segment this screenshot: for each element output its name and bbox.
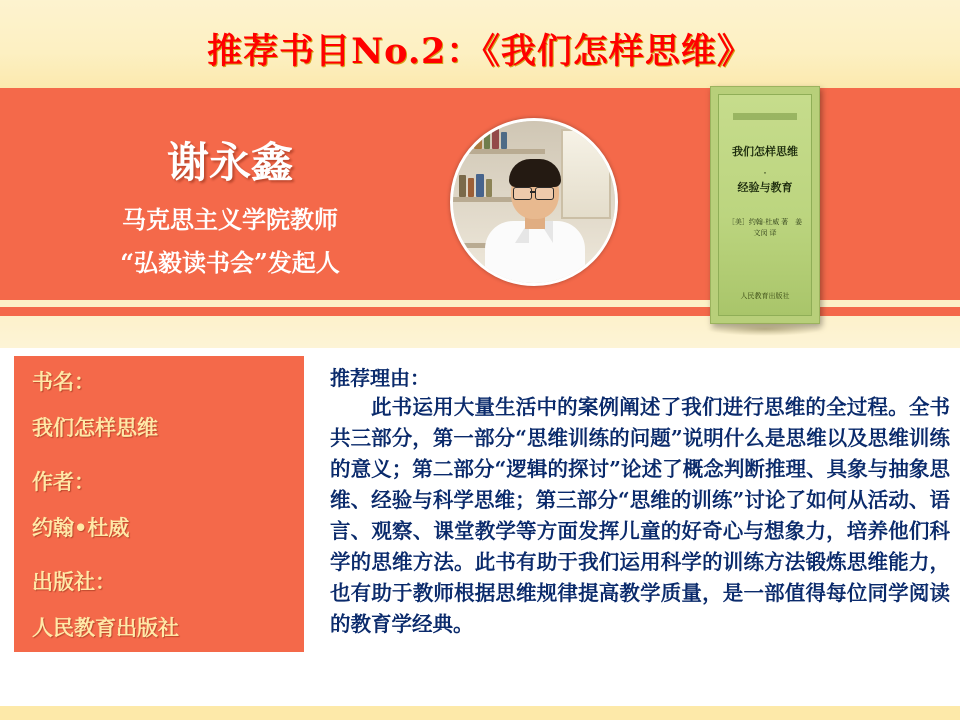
speaker-role-primary: 马克思主义学院教师	[122, 205, 338, 234]
label-book-title: 书名：	[32, 369, 95, 394]
shelf-book	[468, 178, 474, 197]
value-book-title: 我们怎样思维	[32, 415, 158, 440]
book-cover-image	[710, 86, 820, 324]
speaker-role-secondary: “弘毅读书会”发起人	[120, 248, 340, 277]
portrait-hair	[509, 159, 561, 187]
shelf-book	[486, 179, 492, 197]
shelf-book	[501, 132, 507, 149]
bookshelf-board	[453, 149, 545, 154]
book-info-box	[14, 356, 304, 652]
portrait-shirt	[485, 221, 585, 283]
recommendation-heading: 推荐理由：	[330, 366, 430, 390]
shelf-book	[466, 130, 472, 149]
glasses-icon	[513, 187, 532, 200]
shelf-book	[457, 127, 464, 149]
shelf-book	[484, 131, 490, 149]
recommendation-body: 此书运用大量生活中的案例阐述了我们进行思维的全过程。全书共三部分，第一部分“思维训练的问题”说明什么是思维以及思维训练的意义；第二部分“逻辑的探讨”论述了概念判断推理、具象与抽象思维、经验与科学思维；第三部分“思维的训练”讨论了如何从活动、语言、观察、课堂教学等方面发挥儿童的好奇心与想象力，培养他们科学的思维方法。此书有助于我们运用科学的训练方法锻炼思维能力，也有助于教师根据思维规律提高教学质量，是一部值得每位同学阅读的教育学经典。	[330, 395, 950, 636]
book-cover-publisher: 人民教育出版社	[740, 293, 790, 300]
label-book-author: 作者：	[32, 469, 95, 494]
avatar	[450, 118, 618, 286]
shelf-book	[492, 128, 499, 149]
book-cover-inner	[718, 94, 812, 316]
bottom-bar	[0, 706, 960, 720]
shelf-book	[474, 126, 482, 149]
label-book-publisher: 出版社：	[32, 569, 116, 594]
book-cover-title: 我们怎样思维	[732, 145, 798, 158]
speaker-name: 谢永鑫	[166, 138, 293, 187]
value-book-publisher: 人民教育出版社	[32, 615, 179, 640]
book-cover-separator: ·	[763, 165, 767, 179]
book-cover-author: ［美］约翰·杜威 著 姜文闵 译	[727, 219, 803, 237]
glasses-bridge	[530, 191, 535, 193]
book-cover-topline	[733, 113, 797, 120]
shelf-book	[459, 175, 466, 197]
glasses-icon	[535, 187, 554, 200]
shelf-book	[476, 174, 484, 197]
window	[561, 129, 611, 219]
value-book-author: 约翰•杜威	[32, 515, 130, 540]
book-shadow	[706, 322, 824, 336]
page-title: 推荐书目No.2：《我们怎样思维》	[207, 31, 753, 72]
book-cover-subtitle: 经验与教育	[737, 181, 793, 194]
